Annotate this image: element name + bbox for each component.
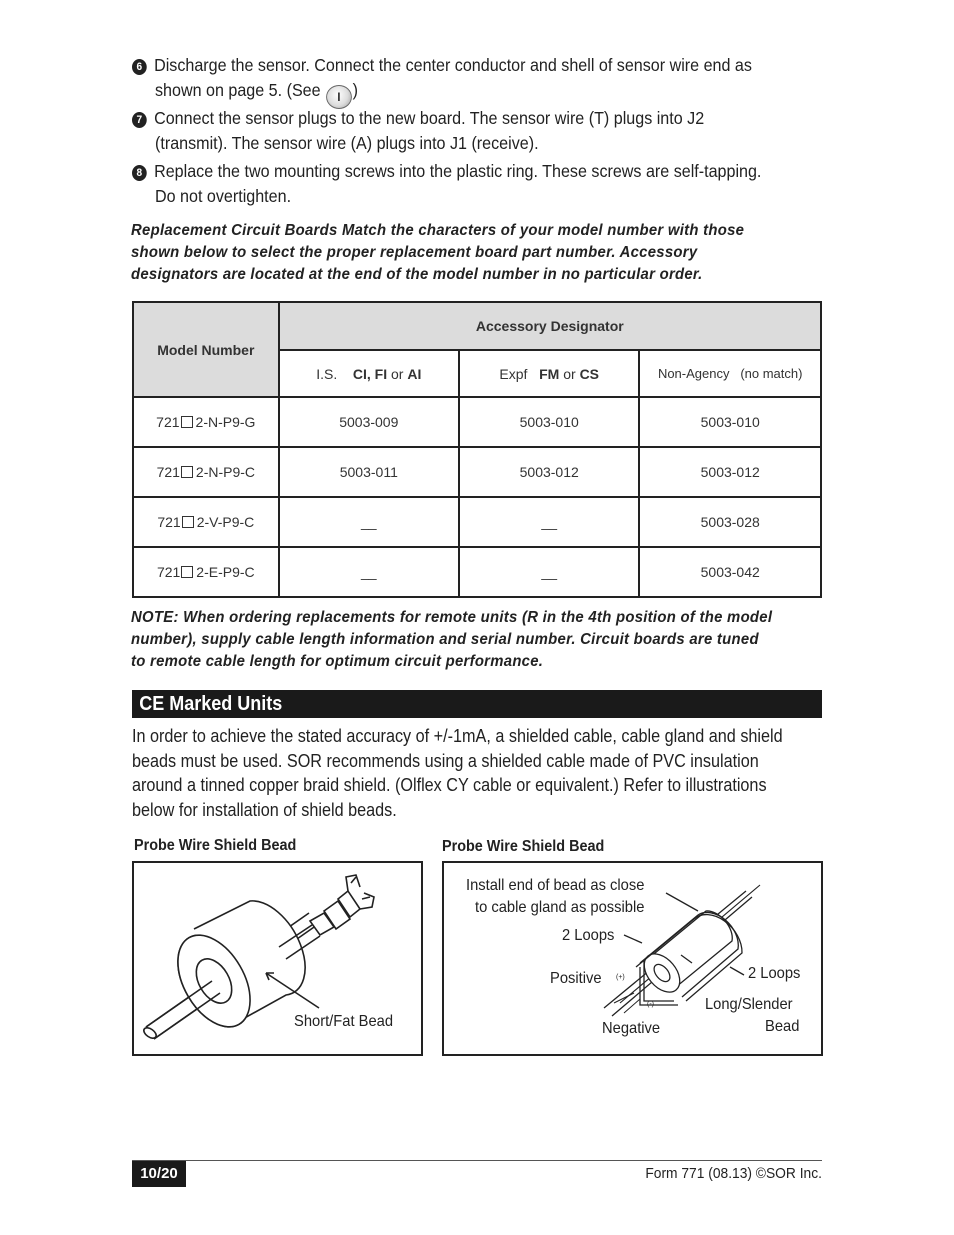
col-code: CI, FI bbox=[352, 365, 388, 382]
remote-units-note bbox=[131, 607, 782, 673]
step-text-end: ) bbox=[352, 80, 359, 100]
step-6 bbox=[132, 53, 776, 109]
step-8 bbox=[132, 159, 776, 209]
note-line: shown below to select the proper replacement board part number. Accessory bbox=[131, 244, 698, 261]
figure-label: Probe Wire Shield Bead bbox=[442, 838, 605, 855]
model-cell bbox=[133, 447, 279, 497]
part-cell: __ bbox=[279, 497, 459, 547]
model-prefix: 721 bbox=[156, 464, 180, 480]
section-title: CE Marked Units bbox=[139, 693, 283, 715]
section-heading bbox=[132, 690, 822, 718]
table-row bbox=[133, 547, 821, 597]
part-cell: 5003-010 bbox=[639, 397, 821, 447]
part-cell: 5003-028 bbox=[639, 497, 821, 547]
step-number: 7 bbox=[132, 112, 147, 128]
step-7 bbox=[132, 106, 776, 156]
model-cell bbox=[133, 397, 279, 447]
column-header-non-agency bbox=[639, 350, 821, 397]
model-prefix: 721 bbox=[156, 564, 181, 580]
negative-label: Negative bbox=[602, 1020, 661, 1037]
note-line: to remote cable length for optimum circuit performance. bbox=[131, 653, 544, 670]
model-prefix: 721 bbox=[157, 514, 181, 530]
col-code: CS bbox=[579, 365, 600, 382]
col-code: AI bbox=[407, 365, 422, 382]
page-number: 10/20 bbox=[132, 1161, 186, 1187]
part-cell: 5003-012 bbox=[639, 447, 821, 497]
note-line: designators are located at the end of the model number in no particular order. bbox=[131, 266, 703, 283]
part-cell: 5003-042 bbox=[639, 547, 821, 597]
replacement-note bbox=[131, 220, 782, 286]
positive-mark: (+) bbox=[616, 974, 625, 981]
part-cell: __ bbox=[459, 497, 639, 547]
placeholder-box-icon bbox=[181, 566, 193, 578]
table-row bbox=[133, 397, 821, 447]
part-cell: __ bbox=[279, 547, 459, 597]
form-reference: Form 771 (08.13) ©SOR Inc. bbox=[645, 1165, 822, 1182]
accessory-designator-header: Accessory Designator bbox=[279, 302, 821, 350]
col-prefix: I.S. bbox=[316, 365, 338, 382]
install-note-line: to cable gland as possible bbox=[475, 899, 645, 916]
column-header-is bbox=[279, 350, 459, 397]
table-row bbox=[133, 447, 821, 497]
replacement-board-table bbox=[132, 301, 822, 598]
column-header-expf bbox=[459, 350, 639, 397]
para-line: around a tinned copper braid shield. (Olflex CY cable or equivalent.) Refer to illustrations bbox=[132, 775, 767, 795]
note-line: number), supply cable length information and serial number. Circuit boards are tuned bbox=[131, 631, 759, 648]
negative-mark: (-) bbox=[647, 1001, 654, 1008]
col-or: or bbox=[563, 365, 576, 382]
short-bead-figure bbox=[132, 861, 423, 1056]
col-label: (no match) bbox=[740, 366, 803, 381]
placeholder-box-icon bbox=[181, 416, 193, 428]
step-text: Connect the sensor plugs to the new board. The sensor wire (T) plugs into J2 bbox=[154, 108, 705, 128]
para-line: beads must be used. SOR recommends using a shielded cable made of PVC insulation bbox=[132, 750, 759, 771]
reference-icon: I bbox=[326, 85, 352, 109]
para-line: In order to achieve the stated accuracy of +/-1mA, a shielded cable, cable gland and shield bbox=[132, 726, 783, 746]
model-cell bbox=[133, 547, 279, 597]
step-text-cont: shown on page 5. (See bbox=[155, 80, 321, 100]
step-number: 8 bbox=[132, 165, 147, 181]
col-or: or bbox=[390, 365, 404, 382]
model-suffix: 2-E-P9-C bbox=[196, 564, 255, 580]
model-suffix: 2-N-P9-G bbox=[195, 414, 256, 430]
step-text: Replace the two mounting screws into the plastic ring. These screws are self-tapping. bbox=[154, 161, 762, 181]
model-suffix: 2-V-P9-C bbox=[196, 514, 255, 530]
col-label: Non-Agency bbox=[657, 366, 730, 381]
positive-label: Positive bbox=[550, 970, 602, 987]
table-row bbox=[133, 497, 821, 547]
long-bead-label: Bead bbox=[765, 1018, 800, 1035]
placeholder-box-icon bbox=[181, 466, 193, 478]
step-number: 6 bbox=[132, 59, 147, 75]
part-cell: __ bbox=[459, 547, 639, 597]
model-prefix: 721 bbox=[156, 414, 180, 430]
figure-label: Probe Wire Shield Bead bbox=[134, 837, 297, 854]
col-prefix: Expf bbox=[499, 365, 528, 382]
bead-callout: Short/Fat Bead bbox=[294, 1013, 394, 1030]
step-text-cont: Do not overtighten. bbox=[155, 186, 292, 206]
part-cell: 5003-012 bbox=[459, 447, 639, 497]
model-cell bbox=[133, 497, 279, 547]
install-note-line: Install end of bead as close bbox=[466, 877, 645, 894]
part-cell: 5003-011 bbox=[279, 447, 459, 497]
ce-paragraph bbox=[132, 724, 807, 822]
footer-divider bbox=[132, 1160, 822, 1161]
long-bead-figure bbox=[442, 861, 823, 1056]
part-cell: 5003-009 bbox=[279, 397, 459, 447]
long-bead-label: Long/Slender bbox=[705, 996, 793, 1013]
para-line: below for installation of shield beads. bbox=[132, 799, 397, 820]
loops-label-right: 2 Loops bbox=[748, 965, 801, 982]
part-cell: 5003-010 bbox=[459, 397, 639, 447]
step-text: Discharge the sensor. Connect the center conductor and shell of sensor wire end as bbox=[154, 55, 752, 75]
placeholder-box-icon bbox=[182, 516, 194, 528]
note-line: Replacement Circuit Boards Match the characters of your model number with those bbox=[131, 222, 745, 239]
model-suffix: 2-N-P9-C bbox=[195, 464, 256, 480]
step-text-cont: (transmit). The sensor wire (A) plugs into J1 (receive). bbox=[155, 133, 539, 153]
model-number-header: Model Number bbox=[133, 302, 279, 397]
col-code: FM bbox=[539, 365, 560, 382]
note-line: NOTE: When ordering replacements for remote units (R in the 4th position of the model bbox=[131, 609, 773, 626]
loops-label-left: 2 Loops bbox=[562, 927, 615, 944]
